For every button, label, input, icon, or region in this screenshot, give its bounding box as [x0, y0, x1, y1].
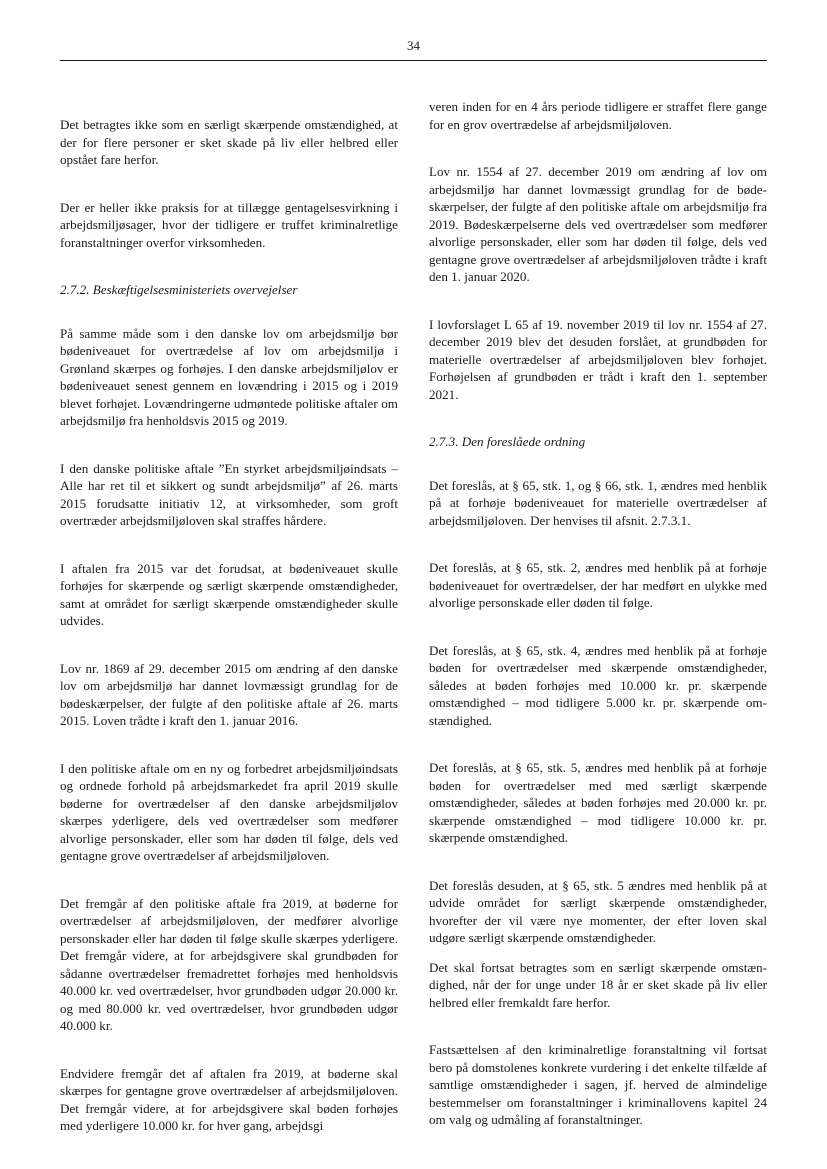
paragraph: veren inden for en 4 års periode tidligere er straffet flere gange for en grov overtrædelse af arbejdsmiljøloven.: [429, 99, 767, 132]
paragraph: Lov nr. 1554 af 27. december 2019 om ændring af lov om arbejdsmiljø har dannet lovmæssigt grundlag for de bødeskærpelser, der fulgte af den politiske aftale om arbejdsmiljø fra 2019. Bødeskærpelserne dels ved overtrædelser som medfører alvorlige personskader, eller som har døden til følge, dels ved gentagne grove overtrædelser af arbejdsmiljøloven trådte i kraft den 1. januar 2020.: [429, 164, 767, 284]
page-number: 34: [407, 38, 420, 53]
paragraph: Det foreslås, at § 65, stk. 4, ændres med henblik på at forhøje bøden for overtrædelser med skærpende omstændigheder, således at bøden forhøjes med 10.000 kr. pr. skærpende omstændighed – mod tidligere 5.000 kr. pr. skærpende omstændighed.: [429, 642, 767, 728]
paragraph: Det foreslås, at § 65, stk. 1, og § 66, stk. 1, ændres med henblik på at forhøje bødeniveauet for materielle overtrædelser af arbejdsmiljøloven. Der henvises til afsnit. 2.7.3.1.: [429, 477, 767, 528]
paragraph: Det foreslås, at § 65, stk. 2, ændres med henblik på at forhøje bødeniveauet for overtrædelser, der har medført en ulykke med alvorlige personskade eller døden til følge.: [429, 560, 767, 610]
paragraph: Lov nr. 1869 af 29. december 2015 om ændring af den danske lov om arbejdsmiljø har dannet lovmæssigt grundlag for de bødeskærpelser, der fulgte af den politiske aftale af 26. marts 2015. Loven trådte i kraft den 1. januar 2016.: [60, 660, 398, 728]
paragraph: Det betragtes ikke som en særligt skærpende omstændighed, at der for flere personer er sket skade på liv eller helbred eller opstået fare herfor.: [60, 117, 398, 167]
paragraph: I aftalen fra 2015 var det forudsat, at bødeniveauet skulle forhøjes for skærpende og særligt skærpende omstændigheder, samt at området for særligt skærpende omstændigheder skulle udvides.: [60, 560, 398, 628]
paragraph: I den danske politiske aftale ”En styrket arbejdsmiljøindsats – Alle har ret til et sikkert og sundt arbejdsmiljø” af 26. marts 2015 forudsatte initiativ 12, at virksomheder, som groft overtræder arbejdsmiljøloven skal straffes hårdere.: [60, 460, 398, 528]
left-column: [60, 98, 398, 1165]
paragraph: Det skal fortsat betragtes som en særligt skærpende omstændighed, når der for unge under 18 år er sket skade på liv eller helbred eller fremkaldt fare herfor.: [429, 959, 767, 1010]
paragraph: Fastsættelsen af den kriminalretlige foranstaltning vil fortsat bero på domstolenes konkrete vurdering i det enkelte tilfælde af samtlige omstændigheder i sagen, jf. herved de almindelige bestemmelser om foranstaltninger i kriminallovens kapitel 24 om valg og udmåling af foranstaltninger.: [429, 1042, 767, 1127]
paragraph: Det fremgår af den politiske aftale fra 2019, at bøderne for overtrædelser af arbejdsmiljøloven, der medfører alvorlige personskader eller har døden til følge skulle skærpes yderligere. Det fremgår videre, at for arbejdsgivere skal grundbøden for sådanne overtrædelser fremadrettet forhøjes med henholdsvis 40.000 kr. ved overtrædelser, hvor grundbøden udgør 20.000 kr. og med 80.000 kr. ved overtrædelser, hvor grundbøden udgør 40.000 kr.: [60, 895, 398, 1033]
section-heading: 2.7.2. Beskæftigelsesministeriets overvejelser: [60, 282, 298, 297]
paragraph: I den politiske aftale om en ny og forbedret arbejdsmiljøindsats og ordnede forhold på arbejdsmarkedet fra april 2019 skulle bøderne for overtrædelser af den danske arbejdsmiljølov skærpes yderligere, dels ved overtrædelser som medfører alvorlige personskader, eller som har døden til følge, dels ved gentagne grove overtrædelser af arbejdsmiljøloven.: [60, 760, 398, 863]
right-column: [429, 98, 767, 1159]
section-heading: 2.7.3. Den foreslåede ordning: [429, 434, 586, 449]
paragraph: Det foreslås, at § 65, stk. 5, ændres med henblik på at forhøje bøden for overtrædelser med med særligt skærpende omstændigheder, således at bøden forhøjes med 20.000 kr. pr. skærpende omstændighed – mod tidligere 10.000 kr. pr. skærpende omstændighed.: [429, 760, 767, 845]
header-rule: [60, 60, 767, 61]
paragraph: Der er heller ikke praksis for at tillægge gentagelsesvirkning i arbejdsmiljøsager, hvor der tidligere er truffet kriminalretlige foranstaltninger overfor virksomheden.: [60, 199, 398, 250]
paragraph: I lovforslaget L 65 af 19. november 2019 til lov nr. 1554 af 27. december 2019 blev det desuden forslået, at grundbøden for materielle overtrædelser af arbejdsmiljøloven blev forhøjet. Forhøjelsen af grundbøden er trådt i kraft den 1. september 2021.: [429, 316, 767, 402]
paragraph: Det foreslås desuden, at § 65, stk. 5 ændres med henblik på at udvide området for særligt skærpende omstændigheder, hvorefter der vil være nye momenter, der efter loven skal udgøre særligt skærpende omstændigheder.: [429, 877, 767, 945]
paragraph: På samme måde som i den danske lov om arbejdsmiljø bør bødeniveauet for overtrædelse af lov om arbejdsmiljø i Grønland skærpes og forhøjes. I den danske arbejdsmiljølov er bødeniveauet senest gennem en lovændring i 2015 og i 2019 blevet forhøjet. Lovændringerne udmøntede politiske aftaler om arbejdsmiljø fra henholdsvis 2015 og 2019.: [60, 325, 398, 428]
paragraph: Endvidere fremgår det af aftalen fra 2019, at bøderne skal skærpes for gentagne grove overtrædelser af arbejdsmiljøloven. Det fremgår videre, at for arbejdsgivere skal bøden forhøjes med yderligere 10.000 kr. for hver gang, arbejdsgi: [60, 1065, 398, 1133]
